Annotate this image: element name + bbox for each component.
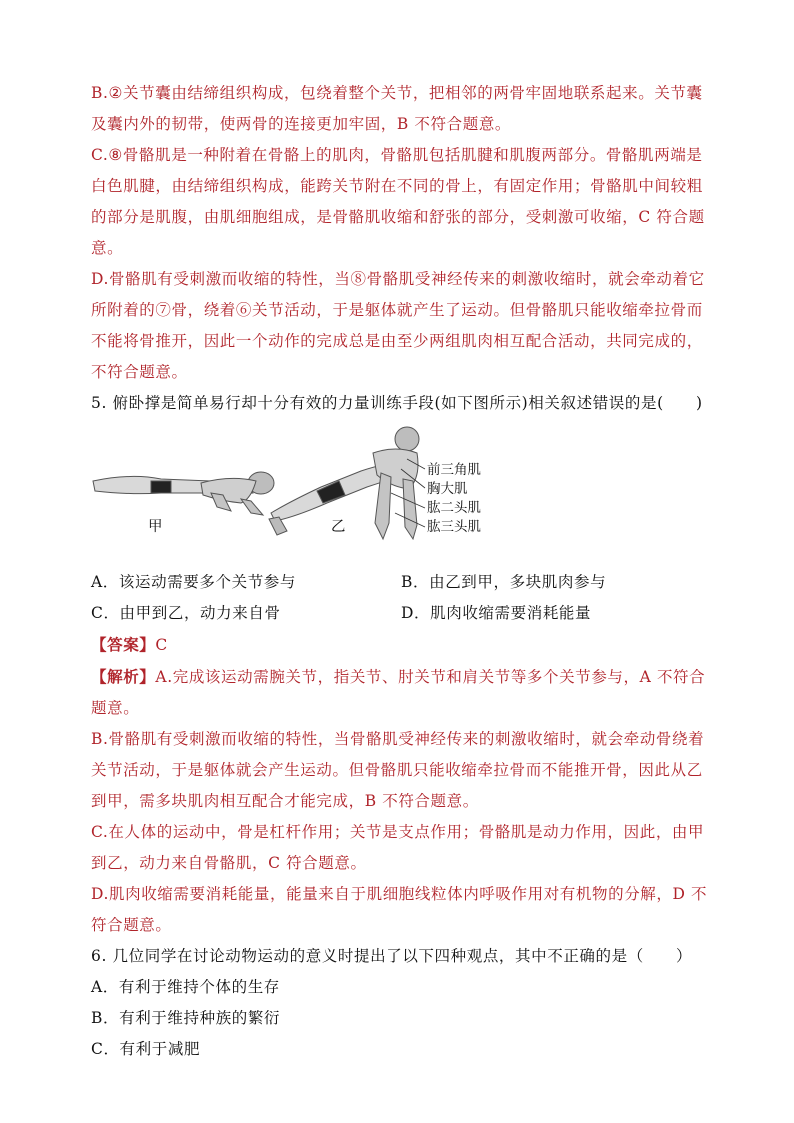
question-6-option-a[interactable]: A．有利于维持个体的生存 (91, 978, 280, 996)
question-5-stem: 5. 俯卧撑是简单易行却十分有效的力量训练手段(如下图所示)相关叙述错误的是( ) (91, 394, 703, 412)
analysis-a-text: A.完成该运动需腕关节，指关节、肘关节和肩关节等多个关节参与，A 不符合 (155, 668, 706, 686)
muscle-label-triceps: 肱三头肌 (427, 519, 481, 535)
muscle-label-list (427, 461, 481, 537)
question-5-option-b[interactable]: B．由乙到甲，多块肌肉参与 (401, 573, 607, 591)
question-5-analysis-b-line2: 关节活动，于是躯体就会产生运动。但骨骼肌只能收缩牵拉骨而不能推开骨，因此从乙 (91, 761, 703, 779)
prev-analysis-c-line1: C.⑧骨骼肌是一种附着在骨骼上的肌肉，骨骼肌包括肌腱和肌腹两部分。骨骼肌两端是 (91, 146, 703, 164)
answer-tag: 【答案】 (91, 635, 156, 654)
question-5-analysis-a-line2: 题意。 (91, 699, 140, 717)
question-6-option-b[interactable]: B．有利于维持种族的繁衍 (91, 1009, 281, 1027)
question-5-options-row1 (91, 567, 711, 598)
prev-analysis-d-line4: 不符合题意。 (91, 363, 188, 381)
question-5-analysis-a-line1 (91, 661, 711, 693)
question-5-option-c[interactable]: C．由甲到乙，动力来自骨 (91, 604, 281, 622)
muscle-label-anterior-deltoid: 前三角肌 (427, 462, 481, 478)
question-5-analysis-b-line3: 到甲，需多块肌肉相互配合才能完成，B 不符合题意。 (91, 792, 479, 810)
pushup-figure (91, 423, 711, 563)
question-6-stem: 6. 几位同学在讨论动物运动的意义时提出了以下四种观点，其中不正确的是（ ） (91, 947, 693, 965)
prev-analysis-c-line4: 意。 (91, 239, 124, 257)
prev-analysis-d-line3: 不能将骨推开，因此一个动作的完成总是由至少两组肌肉相互配合活动，共同完成的， (91, 332, 703, 350)
prev-analysis-b-line2: 及囊内外的韧带，使两骨的连接更加牢固，B 不符合题意。 (91, 115, 512, 133)
figure-label-jia: 甲 (148, 519, 163, 535)
question-5-analysis-d-line1: D.肌肉收缩需要消耗能量，能量来自于肌细胞线粒体内呼吸作用对有机物的分解，D 不 (91, 885, 708, 903)
question-5-options-row2 (91, 598, 711, 629)
prev-analysis-c-line2: 白色肌腱，由结缔组织构成，能跨关节附在不同的骨上，有固定作用；骨骼肌中间较粗 (91, 177, 703, 195)
question-5-analysis-d-line2: 符合题意。 (91, 916, 172, 934)
question-5-analysis-b-line1: B.骨骼肌有受刺激而收缩的特性，当骨骼肌受神经传来的刺激收缩时，就会牵动骨绕着 (91, 730, 705, 748)
question-5-analysis-c-line2: 到乙，动力来自骨骼肌，C 符合题意。 (91, 854, 367, 872)
muscle-label-biceps: 肱二头肌 (427, 500, 481, 516)
prev-analysis-d-line1: D.骨骼肌有受刺激而收缩的特性，当⑧骨骼肌受神经传来的刺激收缩时，就会牵动着它 (91, 270, 705, 288)
question-5-option-a[interactable]: A．该运动需要多个关节参与 (91, 573, 296, 591)
question-6-option-c[interactable]: C．有利于减肥 (91, 1040, 201, 1058)
prev-analysis-c-line3: 的部分是肌腹，由肌细胞组成，是骨骼肌收缩和舒张的部分，受刺激可收缩，C 符合题 (91, 208, 705, 226)
question-5-analysis-c-line1: C.在人体的运动中，骨是杠杆作用；关节是支点作用；骨骼肌是动力作用，因此，由甲 (91, 823, 705, 841)
question-5-answer (91, 629, 711, 661)
question-5-option-d[interactable]: D．肌肉收缩需要消耗能量 (401, 604, 592, 622)
analysis-tag: 【解析】 (91, 667, 156, 686)
figure-label-yi: 乙 (331, 519, 346, 535)
muscle-label-pectoralis: 胸大肌 (427, 481, 468, 497)
prev-analysis-d-line2: 所附着的⑦骨，绕着⑥关节活动，于是躯体就产生了运动。但骨骼肌只能收缩牵拉骨而 (91, 301, 703, 319)
document-page (91, 78, 711, 1065)
prev-analysis-b-line1: B.②关节囊由结缔组织构成，包绕着整个关节，把相邻的两骨牢固地联系起来。关节囊 (91, 84, 703, 102)
answer-value: C (155, 636, 168, 654)
